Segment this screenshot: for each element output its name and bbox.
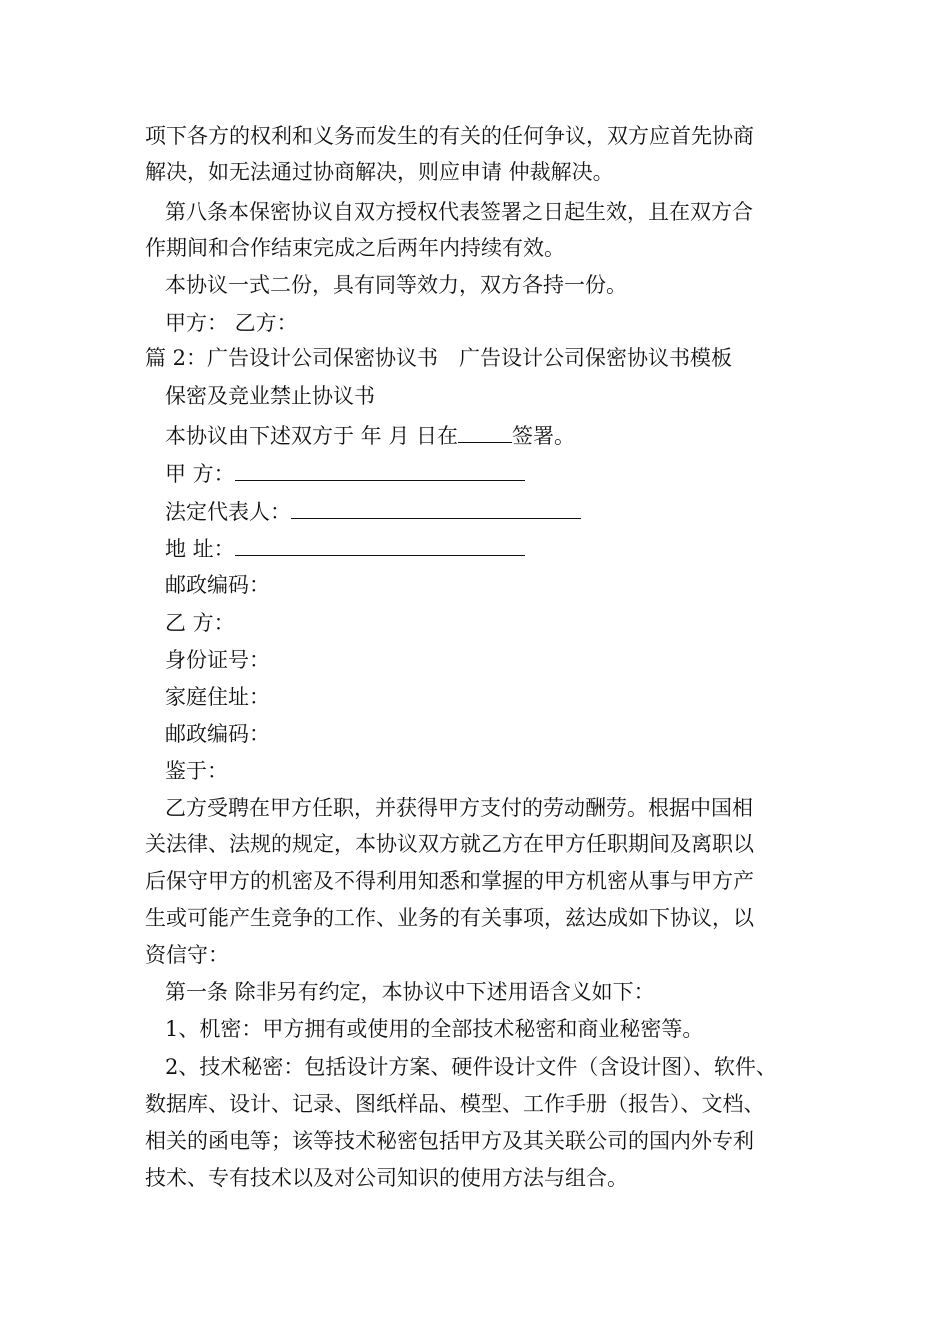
home-address-label: 家庭住址：: [165, 685, 270, 709]
paragraph-line: 数据库、设计、记录、图纸样品、模型、工作手册（报告）、文档、: [145, 1092, 765, 1116]
paragraph-line: 第八条本保密协议自双方授权代表签署之日起生效，且在双方合: [165, 200, 753, 224]
section-heading: 篇 2：广告设计公司保密协议书 广告设计公司保密协议书模板: [145, 346, 733, 370]
signing-place-blank: [458, 420, 512, 443]
party-a-label: 甲 方：: [165, 462, 235, 486]
paragraph-line: 乙方受聘在甲方任职，并获得甲方支付的劳动酬劳。根据中国相: [165, 796, 753, 820]
postcode-b-label: 邮政编码：: [165, 722, 270, 746]
agreement-title: 保密及竞业禁止协议书: [165, 384, 375, 408]
representative-field: [165, 496, 581, 527]
paragraph-line: 资信守：: [145, 943, 229, 967]
article-one: 第一条 除非另有约定，本协议中下述用语含义如下：: [165, 980, 655, 1004]
id-number-label: 身份证号：: [165, 648, 270, 672]
paragraph-line: 技术、专有技术以及对公司知识的使用方法与组合。: [145, 1166, 628, 1190]
address-label: 地 址：: [165, 537, 235, 561]
signature-parties: 甲方： 乙方：: [165, 311, 298, 335]
signing-text: 本协议由下述双方于 年 月 日在: [165, 424, 459, 448]
address-blank: [235, 533, 525, 556]
party-a-blank: [235, 458, 525, 481]
paragraph-line: 解决，如无法通过协商解决，则应申请 仲裁解决。: [145, 160, 614, 184]
paragraph-line: 关法律、法规的规定，本协议双方就乙方在甲方任职期间及离职以: [145, 832, 754, 856]
paragraph-line: 相关的函电等；该等技术秘密包括甲方及其关联公司的国内外专利: [145, 1129, 754, 1153]
postcode-a-label: 邮政编码：: [165, 573, 270, 597]
whereas-label: 鉴于：: [165, 759, 228, 783]
paragraph-line: 2、技术秘密：包括设计方案、硬件设计文件（含设计图）、软件、: [165, 1055, 777, 1079]
paragraph-line: 生或可能产生竞争的工作、业务的有关事项，兹达成如下协议，以: [145, 906, 754, 930]
representative-blank: [291, 496, 581, 519]
representative-label: 法定代表人：: [165, 500, 291, 524]
party-a-field: [165, 458, 525, 489]
party-b-label: 乙 方：: [165, 611, 235, 635]
signing-suffix: 签署。: [512, 424, 576, 448]
address-field: [165, 533, 525, 564]
paragraph-line: 本协议一式二份，具有同等效力，双方各持一份。: [165, 273, 627, 297]
signing-line: [165, 420, 575, 451]
paragraph-line: 作期间和合作结束完成之后两年内持续有效。: [145, 236, 565, 260]
paragraph-line: 项下各方的权利和义务而发生的有关的任何争议，双方应首先协商: [145, 124, 754, 148]
paragraph-line: 后保守甲方的机密及不得利用知悉和掌握的甲方机密从事与甲方产: [145, 869, 754, 893]
definition-1: 1、机密：甲方拥有或使用的全部技术秘密和商业秘密等。: [165, 1017, 704, 1041]
